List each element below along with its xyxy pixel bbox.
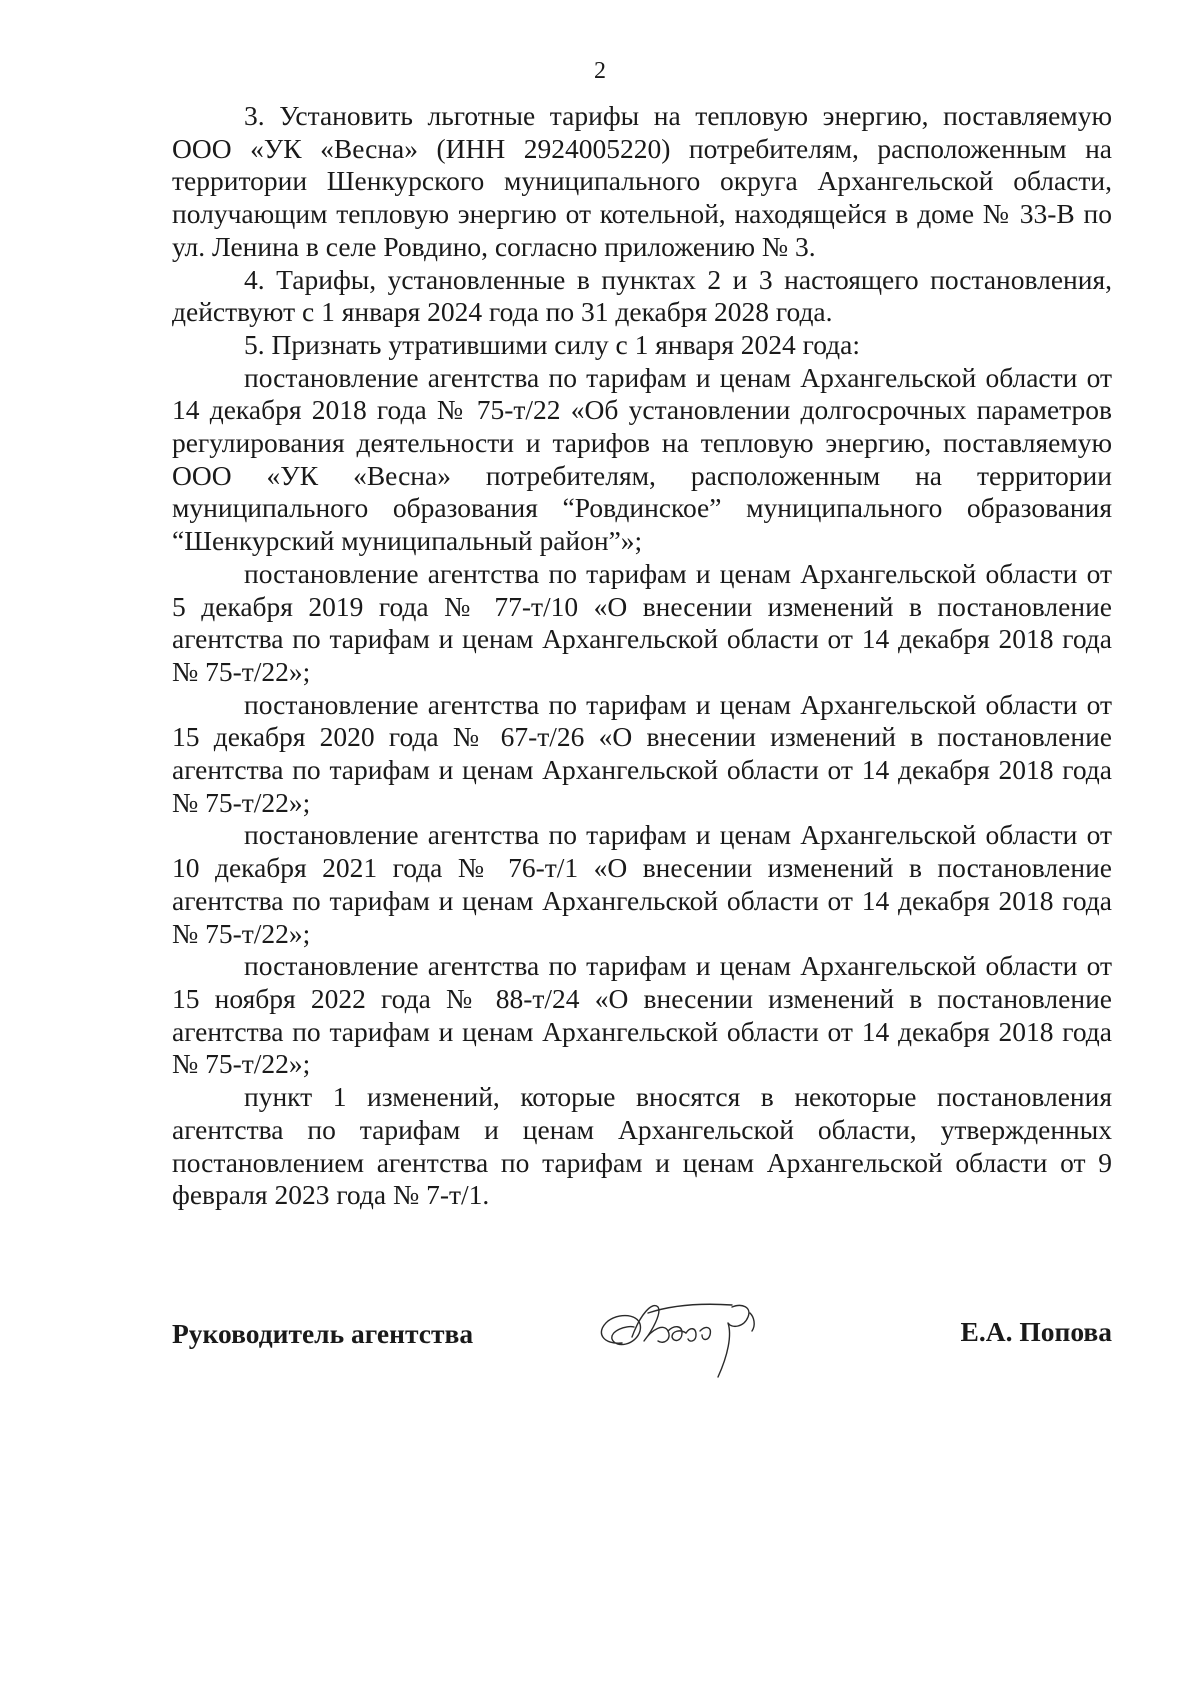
repealed-act-2022: постановление агентства по тарифам и ценам Архангельской области от 15 ноября 2022 года № 88-т/24 «О внесении изменений в постановление агентства по тарифам и ценам Архангельской области от 14 декабря 2018 года № 75-т/22»; (172, 950, 1112, 1080)
page-number: 2 (594, 58, 606, 84)
repealed-act-2020: постановление агентства по тарифам и ценам Архангельской области от 15 декабря 2020 года № 67-т/26 «О внесении изменений в постановление агентства по тарифам и ценам Архангельской области от 14 декабря 2018 года № 75-т/22»; (172, 688, 1112, 818)
paragraph-item-4-validity: 4. Тарифы, установленные в пунктах 2 и 3 настоящего постановления, действуют с 1 января 2024 года по 31 декабря 2028 года. (172, 263, 1112, 328)
signatory-name: Е.А. Попова (960, 1316, 1112, 1347)
repealed-act-2021: постановление агентства по тарифам и ценам Архангельской области от 10 декабря 2021 года № 76-т/1 «О внесении изменений в постановление агентства по тарифам и ценам Архангельской области от 14 декабря 2018 года № 75-т/22»; (172, 819, 1112, 949)
document-body (172, 100, 1112, 1212)
repealed-act-2019: постановление агентства по тарифам и ценам Архангельской области от 5 декабря 2019 года № 77-т/10 «О внесении изменений в постановление агентства по тарифам и ценам Архангельской области от 14 декабря 2018 года № 75-т/22»; (172, 557, 1112, 687)
signature-block (172, 1295, 1112, 1385)
signatory-position: Руководитель агентства (172, 1318, 474, 1349)
handwritten-signature (582, 1285, 772, 1385)
paragraph-item-3-tariffs: 3. Установить льготные тарифы на тепловую энергию, поставляемую ООО «УК «Весна» (ИНН 2924005220) потребителям, расположенным на территории Шенкурского муниципального округа Архангельской области, получающим тепловую энергию от котельной, находящейся в доме № 33-В по ул. Ленина в селе Ровдино, согласно приложению № 3. (172, 100, 1112, 262)
repealed-act-2018: постановление агентства по тарифам и ценам Архангельской области от 14 декабря 2018 года № 75-т/22 «Об установлении долгосрочных параметров регулирования деятельности и тарифов на тепловую энергию, поставляемую ООО «УК «Весна» потребителям, расположенным на территории муниципального образования “Ровдинское” муниципального образования “Шенкурский муниципальный район”»; (172, 361, 1112, 557)
paragraph-item-5-repeal: 5. Признать утратившими силу с 1 января 2024 года: (244, 328, 860, 360)
repealed-act-2023: пункт 1 изменений, которые вносятся в некоторые постановления агентства по тарифам и ценам Архангельской области, утвержденных постановлением агентства по тарифам и ценам Архангельской области от 9 февраля 2023 года № 7-т/1. (172, 1081, 1112, 1211)
